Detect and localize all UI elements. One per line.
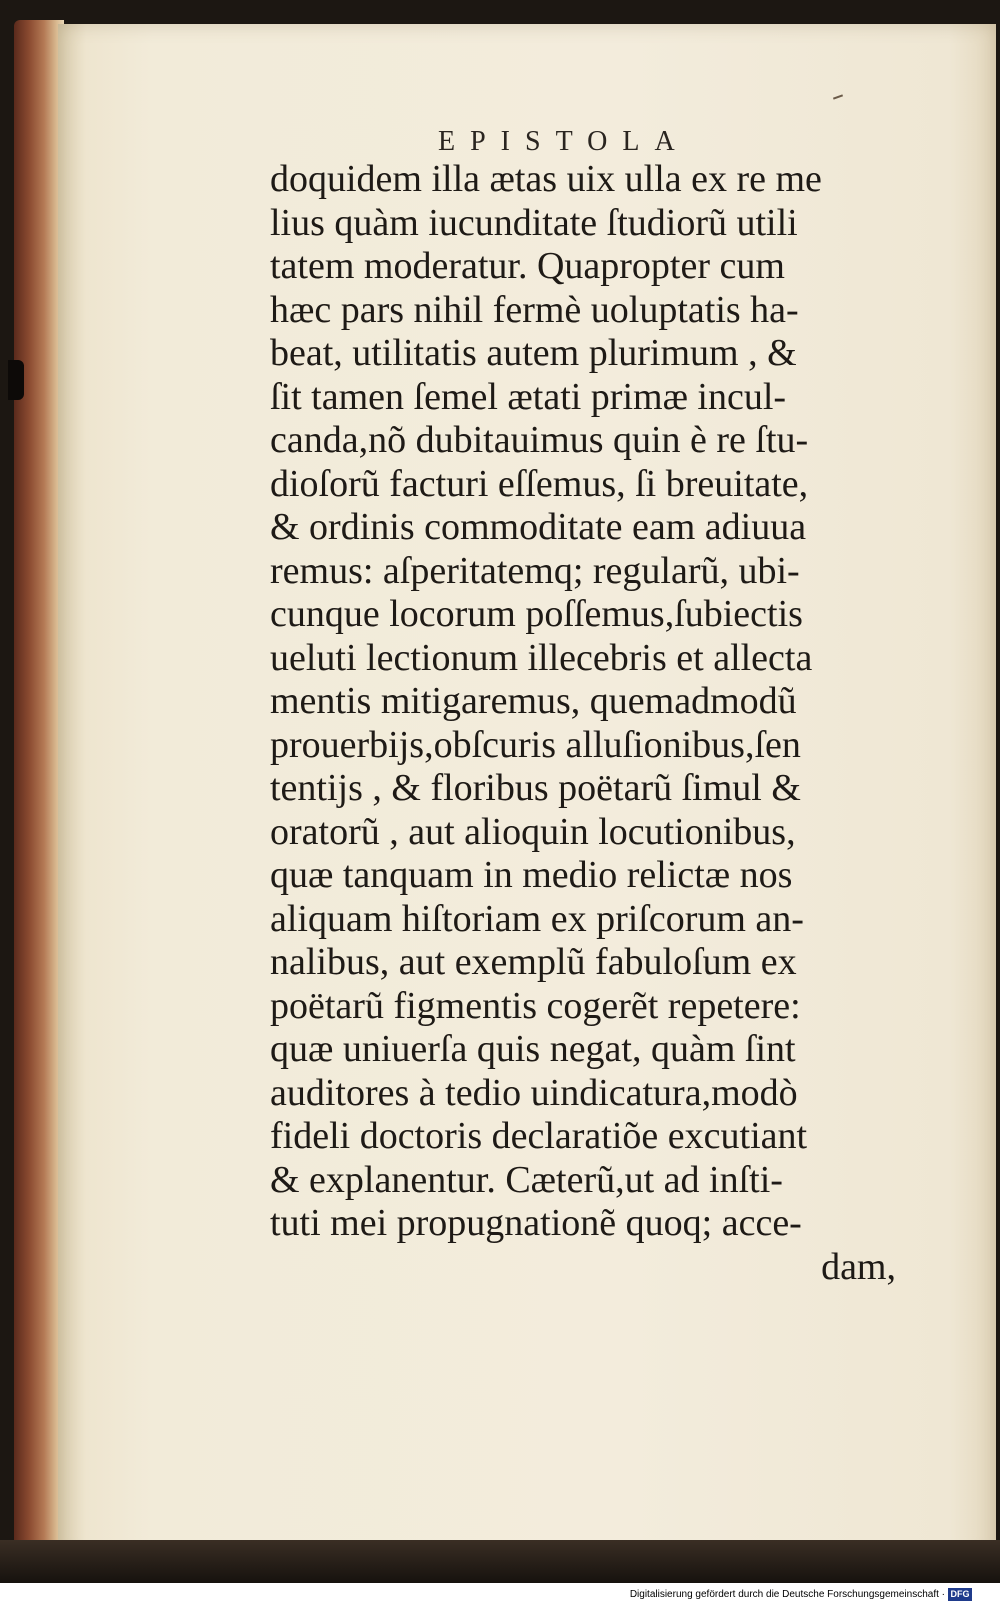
text-line: ueluti lectionum illecebris et allecta bbox=[270, 636, 813, 679]
text-line: mentis mitigaremus, quemadmodũ bbox=[270, 680, 797, 722]
text-line: nalibus, aut exemplũ fabuloſum ex bbox=[270, 941, 797, 983]
text-line: lius quàm iucunditate ſtudiorũ utili bbox=[270, 201, 798, 244]
text-line: remus: aſperitatemq; regularũ, ubi- bbox=[270, 549, 800, 592]
text-line: auditores à tedio uindicatura,modò bbox=[270, 1071, 798, 1114]
catchword: dam, bbox=[821, 1245, 896, 1288]
binding-notch bbox=[8, 360, 24, 400]
text-line: cunque locorum poſſemus,ſubiectis bbox=[270, 593, 803, 635]
text-line: aliquam hiſtoriam ex priſcorum an- bbox=[270, 897, 804, 940]
text-line: doquidem illa ætas uix ulla ex re me bbox=[270, 158, 822, 200]
dfg-logo-icon: DFG bbox=[948, 1588, 972, 1601]
text-line: fideli doctoris declaratiõe excutiant bbox=[270, 1115, 808, 1157]
text-line: oratorũ , aut alioquin locutionibus, bbox=[270, 810, 796, 853]
text-line: quæ tanquam in medio relictæ nos bbox=[270, 854, 793, 896]
text-line: ſit tamen ſemel ætati primæ incul- bbox=[270, 375, 787, 418]
text-line: poëtarũ figmentis cogerẽt repetere: bbox=[270, 984, 801, 1027]
text-line: canda,nõ dubitauimus quin è re ſtu- bbox=[270, 419, 809, 461]
text-line: dioſorũ facturi eſſemus, ſi breuitate, bbox=[270, 462, 809, 505]
credit-text: Digitalisierung gefördert durch die Deutsche Forschungsgemeinschaft · bbox=[629, 1589, 945, 1600]
text-line: quæ uniuerſa quis negat, quàm ſint bbox=[270, 1028, 796, 1070]
text-line: tentijs , & floribus poëtarũ ſimul & bbox=[270, 767, 801, 809]
text-line: prouerbijs,obſcuris alluſionibus,ſen bbox=[270, 723, 801, 766]
text-line: & ordinis commoditate eam adiuua bbox=[270, 506, 807, 548]
text-line: tuti mei propugnationẽ quoq; acce- bbox=[270, 1202, 802, 1244]
text-line: tatem moderatur. Quapropter cum bbox=[270, 245, 785, 287]
text-block bbox=[270, 158, 896, 1289]
digitization-credit bbox=[630, 1588, 972, 1601]
book-cover-edge bbox=[14, 20, 64, 1565]
running-head: EPISTOLA bbox=[438, 126, 690, 157]
scan-bottom-band bbox=[0, 1540, 1000, 1583]
text-line: & explanentur. Cæterũ,ut ad inſti- bbox=[270, 1158, 783, 1201]
text-line: beat, utilitatis autem plurimum , & bbox=[270, 332, 797, 374]
text-line: hæc pars nihil fermè uoluptatis ha- bbox=[270, 288, 799, 331]
